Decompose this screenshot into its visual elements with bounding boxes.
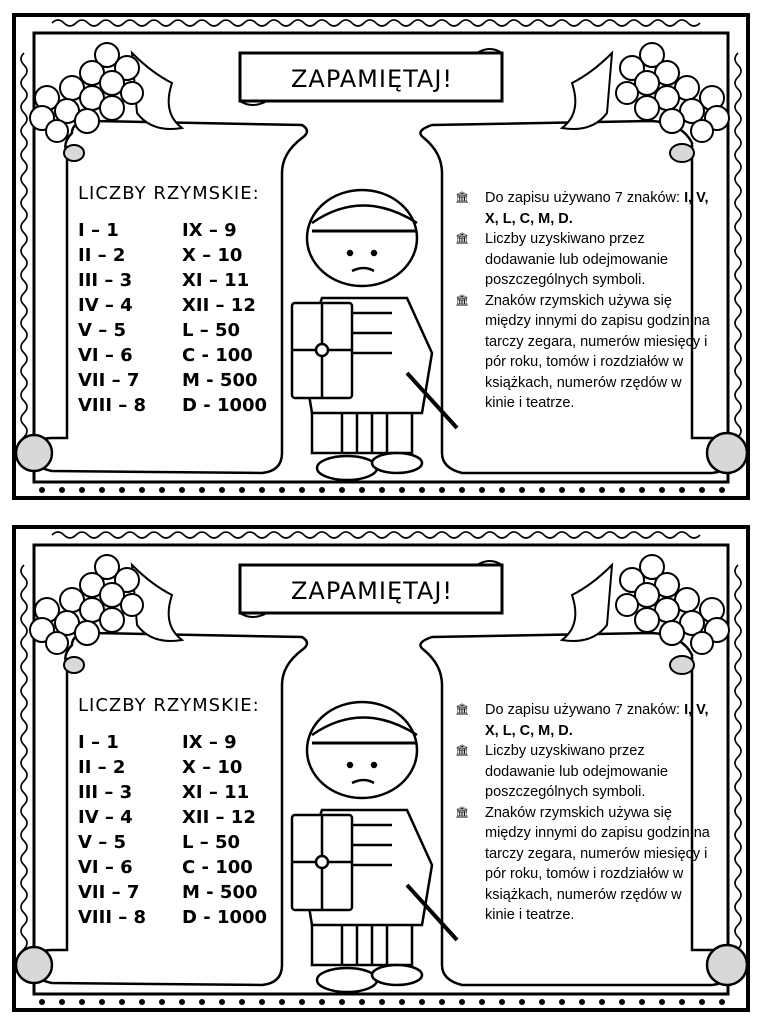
numeral-row	[78, 857, 298, 882]
note-item	[455, 188, 710, 229]
numeral: M - 500	[182, 882, 258, 903]
numeral: D - 1000	[182, 907, 268, 928]
numeral: I – 1	[78, 732, 119, 753]
numeral-row	[78, 732, 298, 757]
numeral: XI – 11	[182, 270, 250, 291]
notes-list	[455, 700, 710, 926]
dots-border-bottom	[39, 999, 725, 1005]
note-bold: I, V, X, L, C, M, D.	[485, 190, 709, 227]
numeral: IV – 4	[78, 295, 133, 316]
card-title: ZAPAMIĘTAJ!	[290, 65, 454, 93]
numeral: XII – 12	[182, 807, 256, 828]
numeral: V – 5	[78, 320, 126, 341]
numeral-row	[78, 370, 298, 395]
notes-list	[455, 188, 710, 414]
numeral-row	[78, 882, 298, 907]
note-text: Do zapisu używano 7 znaków:	[485, 190, 685, 206]
roman-soldier-icon	[292, 190, 457, 480]
numeral: VI – 6	[78, 857, 133, 878]
numeral: XI – 11	[182, 782, 250, 803]
numeral: VI – 6	[78, 345, 133, 366]
numeral: VII – 7	[78, 370, 140, 391]
numeral-row	[78, 220, 298, 245]
numeral-row	[78, 757, 298, 782]
numeral: C - 100	[182, 857, 253, 878]
temple-icon: 🏛	[455, 745, 469, 757]
numeral: V – 5	[78, 832, 126, 853]
numeral: L – 50	[182, 832, 241, 853]
note-item	[455, 700, 710, 741]
numeral: IX – 9	[182, 732, 237, 753]
numeral-row	[78, 320, 298, 345]
numeral-row	[78, 395, 298, 420]
numeral: III – 3	[78, 782, 133, 803]
numeral: I – 1	[78, 220, 119, 241]
numeral: VIII – 8	[78, 395, 147, 416]
numeral-row	[78, 782, 298, 807]
numeral: II – 2	[78, 757, 126, 778]
numeral: IX – 9	[182, 220, 237, 241]
note-text: Liczby uzyskiwano przez dodawanie lub odejmowanie poszczególnych symboli.	[485, 743, 668, 800]
note-item	[455, 291, 710, 414]
dots-border-bottom	[39, 487, 725, 493]
temple-icon: 🏛	[455, 294, 469, 307]
numeral-row	[78, 270, 298, 295]
roman-numerals-heading: LICZBY RZYMSKIE:	[78, 183, 260, 204]
numeral-row	[78, 245, 298, 270]
numeral: VII – 7	[78, 882, 140, 903]
numeral-row	[78, 832, 298, 857]
note-bold: I, V, X, L, C, M, D.	[485, 702, 709, 739]
numeral: X – 10	[182, 757, 243, 778]
temple-icon: 🏛	[455, 806, 469, 819]
numeral-row	[78, 295, 298, 320]
temple-icon: 🏛	[455, 233, 469, 245]
note-item	[455, 229, 710, 291]
numeral: II – 2	[78, 245, 126, 266]
numeral: M - 500	[182, 370, 258, 391]
card-title: ZAPAMIĘTAJ!	[290, 577, 454, 605]
numerals-table	[78, 220, 298, 420]
numeral-row	[78, 345, 298, 370]
roman-soldier-icon	[292, 702, 457, 992]
note-item	[455, 741, 710, 803]
numeral: VIII – 8	[78, 907, 147, 928]
note-text: Do zapisu używano 7 znaków:	[485, 702, 685, 718]
numeral: XII – 12	[182, 295, 256, 316]
numeral-row	[78, 807, 298, 832]
note-item	[455, 803, 710, 926]
card-bottom	[12, 525, 750, 1012]
roman-numerals-heading: LICZBY RZYMSKIE:	[78, 695, 260, 716]
numerals-table	[78, 732, 298, 932]
note-text: Znaków rzymskich używa się między innymi do zapisu godzin na tarczy zegara, numerów miesięcy i pór roku, tomów i rozdziałów w książkach, numerów rzędów w kinie i teatrze.	[485, 804, 710, 923]
card-top	[12, 13, 750, 500]
numeral: IV – 4	[78, 807, 133, 828]
numeral: III – 3	[78, 270, 133, 291]
temple-icon: 🏛	[455, 192, 469, 204]
note-text: Liczby uzyskiwano przez dodawanie lub odejmowanie poszczególnych symboli.	[485, 231, 668, 288]
numeral: C - 100	[182, 345, 253, 366]
numeral: D - 1000	[182, 395, 268, 416]
numeral: L – 50	[182, 320, 241, 341]
numeral: X – 10	[182, 245, 243, 266]
note-text: Znaków rzymskich używa się między innymi do zapisu godzin na tarczy zegara, numerów miesięcy i pór roku, tomów i rozdziałów w książkach, numerów rzędów w kinie i teatrze.	[485, 292, 710, 411]
numeral-row	[78, 907, 298, 932]
temple-icon: 🏛	[455, 704, 469, 716]
